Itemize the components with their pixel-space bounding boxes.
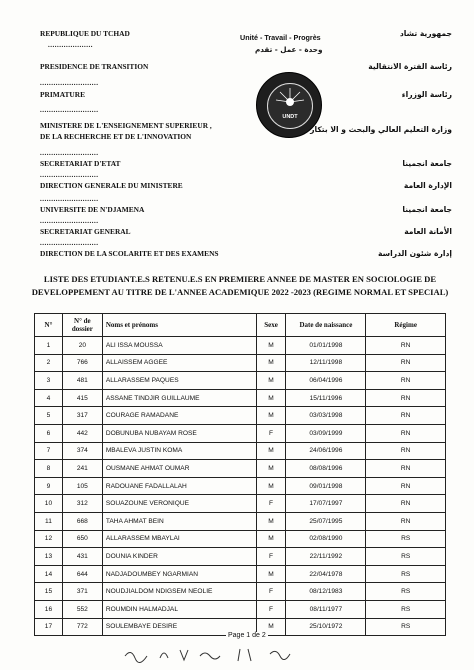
cell-number: 6	[35, 424, 63, 442]
cell-regime: RS	[366, 565, 446, 583]
cell-sex: M	[256, 512, 286, 530]
table-row	[35, 548, 446, 566]
table-row	[35, 495, 446, 513]
cell-dossier: 371	[62, 583, 102, 601]
cell-sex: M	[256, 389, 286, 407]
table-row	[35, 389, 446, 407]
secretariat-general-label: SECRETARIAT GENERAL	[40, 227, 131, 236]
table-row	[35, 354, 446, 372]
separator-dots: ..........................	[40, 171, 99, 179]
cell-name: SOUAZOUNE VERONIQUE	[102, 495, 256, 513]
col-header-number: N°	[35, 314, 63, 337]
cell-birthdate: 22/11/1992	[286, 548, 366, 566]
col-header-sex: Sexe	[256, 314, 286, 337]
cell-birthdate: 03/03/1998	[286, 407, 366, 425]
cell-dossier: 105	[62, 477, 102, 495]
cell-number: 1	[35, 337, 63, 355]
cell-regime: RN	[366, 460, 446, 478]
cell-number: 9	[35, 477, 63, 495]
col-header-name: Noms et prénoms	[102, 314, 256, 337]
cell-number: 3	[35, 372, 63, 390]
cell-birthdate: 22/04/1978	[286, 565, 366, 583]
cell-regime: RN	[366, 495, 446, 513]
cell-regime: RN	[366, 372, 446, 390]
table-body	[35, 337, 446, 636]
cell-birthdate: 25/10/1972	[286, 618, 366, 636]
cell-birthdate: 06/04/1996	[286, 372, 366, 390]
cell-number: 17	[35, 618, 63, 636]
direction-generale-label-ar: الإدارة العامة	[403, 181, 452, 190]
table-row	[35, 512, 446, 530]
cell-name: NADJADOUMBEY NGARMIAN	[102, 565, 256, 583]
cell-regime: RN	[366, 442, 446, 460]
cell-birthdate: 15/11/1996	[286, 389, 366, 407]
cell-name: ROUMDIN HALMADJAL	[102, 600, 256, 618]
cell-sex: M	[256, 565, 286, 583]
table-row	[35, 530, 446, 548]
cell-regime: RN	[366, 337, 446, 355]
cell-birthdate: 02/08/1990	[286, 530, 366, 548]
direction-scolarite-label-ar: إدارة شئون الدراسة	[378, 249, 452, 258]
table-row	[35, 442, 446, 460]
col-header-dossier: N° de dossier	[62, 314, 102, 337]
cell-regime: RS	[366, 600, 446, 618]
cell-name: MBALEVA JUSTIN KOMA	[102, 442, 256, 460]
cell-sex: M	[256, 477, 286, 495]
col-header-regime: Régime	[366, 314, 446, 337]
cell-sex: F	[256, 548, 286, 566]
seal-text: UNDT	[282, 114, 298, 120]
cell-regime: RN	[366, 512, 446, 530]
students-table	[34, 313, 446, 636]
cell-number: 8	[35, 460, 63, 478]
cell-name: ALI ISSA MOUSSA	[102, 337, 256, 355]
cell-sex: M	[256, 354, 286, 372]
direction-scolarite-label: DIRECTION DE LA SCOLARITE ET DES EXAMENS	[40, 249, 219, 258]
cell-birthdate: 12/11/1998	[286, 354, 366, 372]
direction-generale-label: DIRECTION GENERALE DU MINISTERE	[40, 181, 183, 190]
primature-label: PRIMATURE	[40, 90, 86, 99]
cell-dossier: 431	[62, 548, 102, 566]
secretariat-etat-label-ar: جامعة انجمينا	[402, 159, 452, 168]
cell-dossier: 650	[62, 530, 102, 548]
separator-dots: ..........................	[40, 106, 99, 114]
cell-sex: M	[256, 407, 286, 425]
signature-scribble-icon	[120, 644, 320, 664]
separator-dots: ..........................	[40, 79, 99, 87]
cell-sex: F	[256, 583, 286, 601]
cell-regime: RS	[366, 583, 446, 601]
cell-dossier: 481	[62, 372, 102, 390]
cell-regime: RN	[366, 389, 446, 407]
cell-name: RADOUANE FADALLALAH	[102, 477, 256, 495]
cell-sex: F	[256, 424, 286, 442]
secretariat-general-label-ar: الأمانة العامة	[404, 227, 452, 236]
cell-sex: M	[256, 530, 286, 548]
cell-name: TAHA AHMAT BEIN	[102, 512, 256, 530]
cell-name: NOUDJIALDOM NDIGSEM NEOLIE	[102, 583, 256, 601]
universite-label-ar: جامعة انجمينا	[402, 205, 452, 214]
presidence-label: PRESIDENCE DE TRANSITION	[40, 62, 149, 71]
cell-number: 5	[35, 407, 63, 425]
cell-sex: M	[256, 460, 286, 478]
table-row	[35, 565, 446, 583]
cell-dossier: 374	[62, 442, 102, 460]
document-title: LISTE DES ETUDIANT.E.S RETENU.E.S EN PREMIERE ANNEE DE MASTER EN SOCIOLOGIE DE DEVELOPPEMENT AU TITRE DE L'ANNEE ACADEMIQUE 2022 -2023 (REGIME NORMAL ET SPECIAL)	[31, 274, 449, 297]
cell-regime: RN	[366, 354, 446, 372]
cell-number: 4	[35, 389, 63, 407]
table-row	[35, 583, 446, 601]
cell-dossier: 317	[62, 407, 102, 425]
cell-number: 7	[35, 442, 63, 460]
cell-dossier: 766	[62, 354, 102, 372]
secretariat-etat-label: SECRETARIAT D'ETAT	[40, 159, 121, 168]
cell-regime: RS	[366, 530, 446, 548]
cell-sex: M	[256, 337, 286, 355]
cell-dossier: 312	[62, 495, 102, 513]
sunburst-icon	[268, 84, 312, 128]
ministere-label-line1: MINISTERE DE L'ENSEIGNEMENT SUPERIEUR ,	[40, 121, 212, 130]
cell-dossier: 442	[62, 424, 102, 442]
cell-birthdate: 08/08/1996	[286, 460, 366, 478]
cell-number: 12	[35, 530, 63, 548]
cell-birthdate: 25/07/1995	[286, 512, 366, 530]
cell-regime: RS	[366, 618, 446, 636]
cell-name: DOUNIA KINDER	[102, 548, 256, 566]
motto-ar: وحدة - عمل - تقدم	[255, 45, 323, 54]
cell-birthdate: 24/06/1996	[286, 442, 366, 460]
cell-number: 14	[35, 565, 63, 583]
cell-dossier: 241	[62, 460, 102, 478]
table-row	[35, 460, 446, 478]
republic-label-ar: جمهورية تشاد	[399, 29, 452, 38]
table-row	[35, 424, 446, 442]
col-header-birthdate: Date de naissance	[286, 314, 366, 337]
cell-number: 13	[35, 548, 63, 566]
cell-name: ALLARASSEM MBAYLAI	[102, 530, 256, 548]
cell-name: ALLAISSEM AGGEE	[102, 354, 256, 372]
cell-number: 10	[35, 495, 63, 513]
cell-birthdate: 03/09/1999	[286, 424, 366, 442]
table-row	[35, 337, 446, 355]
cell-dossier: 552	[62, 600, 102, 618]
cell-sex: M	[256, 618, 286, 636]
table-row	[35, 477, 446, 495]
cell-regime: RN	[366, 477, 446, 495]
page-indicator: Page 1 de 2	[228, 632, 266, 639]
table-row	[35, 407, 446, 425]
cell-dossier: 668	[62, 512, 102, 530]
cell-number: 2	[35, 354, 63, 372]
cell-birthdate: 01/01/1998	[286, 337, 366, 355]
separator-dots: ..........................	[40, 239, 99, 247]
ministere-label-ar: وزارة التعليم العالي والبحث و الا بتكار	[310, 125, 452, 134]
cell-dossier: 20	[62, 337, 102, 355]
cell-sex: F	[256, 495, 286, 513]
cell-sex: M	[256, 442, 286, 460]
cell-sex: M	[256, 372, 286, 390]
republic-label: REPUBLIQUE DU TCHAD	[40, 29, 130, 38]
motto-fr: Unité - Travail - Progrès	[240, 33, 321, 42]
cell-name: COURAGE RAMADANE	[102, 407, 256, 425]
cell-regime: RN	[366, 424, 446, 442]
cell-regime: RN	[366, 407, 446, 425]
ministere-label-line2: DE LA RECHERCHE ET DE L'INNOVATION	[40, 132, 192, 141]
primature-label-ar: رئاسة الوزراء	[401, 90, 452, 99]
table-header-row	[35, 314, 446, 337]
presidence-label-ar: رئاسة الفترة الانتقالية	[368, 62, 452, 71]
separator-dots: ..........................	[40, 149, 99, 157]
universite-label: UNIVERSITE DE N'DJAMENA	[40, 205, 145, 214]
cell-birthdate: 09/01/1998	[286, 477, 366, 495]
cell-name: DOBUNUBA NUBAYAM ROSE	[102, 424, 256, 442]
cell-birthdate: 08/11/1977	[286, 600, 366, 618]
separator-dots: ..........................	[40, 195, 99, 203]
seal-inner	[267, 83, 313, 129]
cell-dossier: 772	[62, 618, 102, 636]
cell-dossier: 415	[62, 389, 102, 407]
cell-dossier: 644	[62, 565, 102, 583]
table-row	[35, 600, 446, 618]
cell-name: ASSANE TINDJIR GUILLAUME	[102, 389, 256, 407]
cell-sex: F	[256, 600, 286, 618]
cell-number: 16	[35, 600, 63, 618]
separator-dots: ....................	[48, 41, 93, 49]
cell-name: ALLARASSEM PAQUES	[102, 372, 256, 390]
cell-birthdate: 08/12/1983	[286, 583, 366, 601]
cell-birthdate: 17/07/1997	[286, 495, 366, 513]
separator-dots: ..........................	[40, 217, 99, 225]
cell-number: 15	[35, 583, 63, 601]
cell-number: 11	[35, 512, 63, 530]
cell-name: OUSMANE AHMAT OUMAR	[102, 460, 256, 478]
table-row	[35, 372, 446, 390]
cell-name: SOULEMBAYE DESIRE	[102, 618, 256, 636]
cell-regime: RS	[366, 548, 446, 566]
